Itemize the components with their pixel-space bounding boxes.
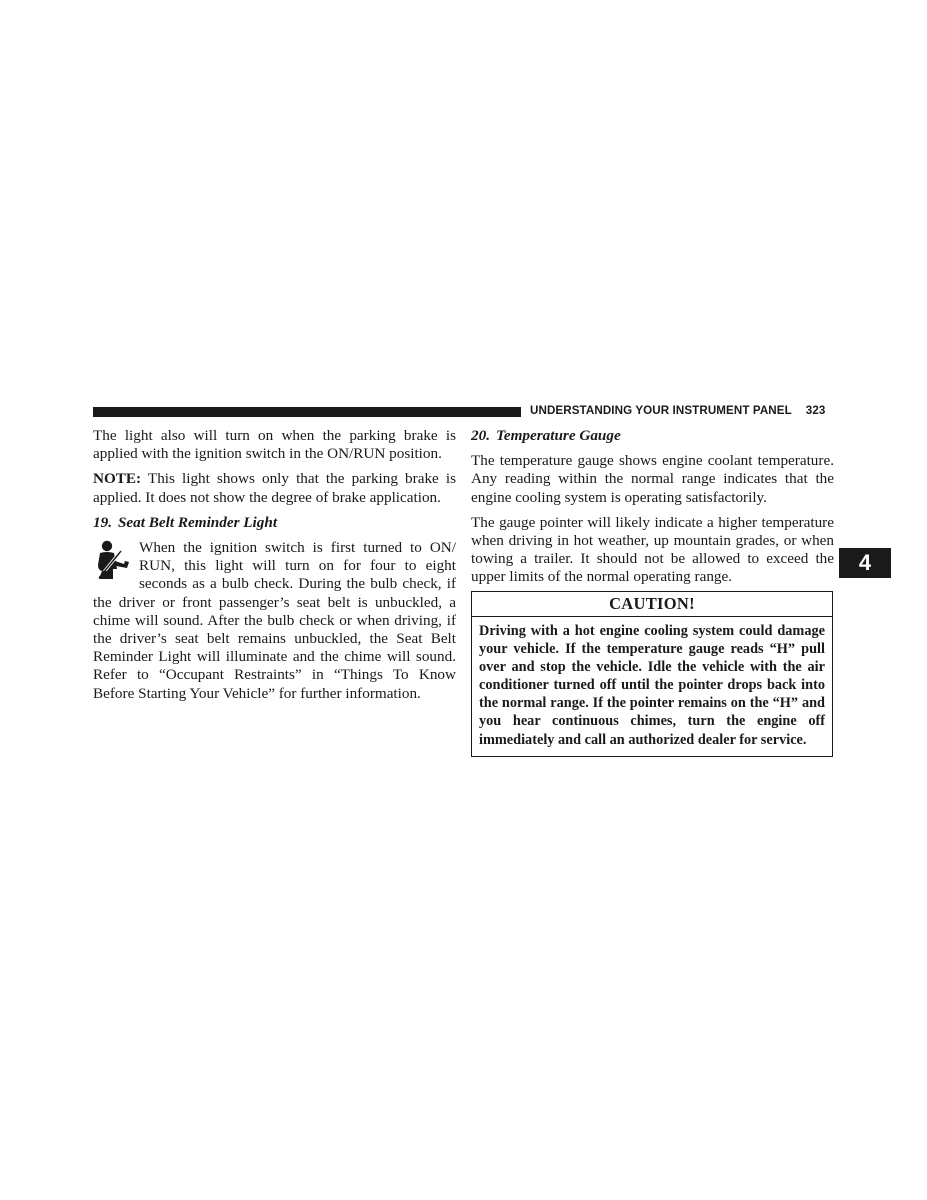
heading-text: Seat Belt Reminder Light (117, 513, 278, 531)
seat-belt-icon (93, 539, 133, 581)
seat-belt-heading (93, 514, 456, 532)
right-column (471, 427, 834, 587)
temperature-gauge-heading (471, 427, 834, 445)
temperature-paragraph-1: The temperature gauge shows engine coolant temperature. Any reading within the normal range indicates that the engine cooling system is operating satisfactorily. (471, 452, 834, 506)
seat-belt-paragraph: When the ignition switch is first turned to ON/ RUN, this light will turn on for four to eight seconds as a bulb check. During the bulb check, if the driver or front passenger’s seat belt is unbuckled, a chime will sound. After the bulb check or when driving, if the driver’s seat belt remains unbuckled, the Seat Belt Reminder Light will illuminate and the chime will sound. Refer to “Occupant Restraints” in “Things To Know Before Starting Your Vehicle” for further information. (93, 539, 456, 702)
left-column (93, 427, 456, 703)
heading-number: 20. (471, 427, 490, 444)
heading-text: Temperature Gauge (495, 427, 621, 444)
caution-box (471, 591, 833, 757)
caution-text: Driving with a hot engine cooling system could damage your vehicle. If the temperature gauge reads “H” pull over and stop the vehicle. Idle the vehicle with the air conditioner turned off until the pointer drops back into the normal range. If the pointer remains on the “H” and you hear continuous chimes, turn the engine off immediately and call an authorized dealer for service. (479, 623, 825, 748)
note-text: This light shows only that the parking brake is applied. It does not show the degree of brake application. (93, 470, 456, 506)
heading-number: 19. (93, 513, 112, 531)
header-rule (93, 407, 521, 417)
running-header (530, 404, 835, 420)
parking-brake-paragraph: The light also will turn on when the parking brake is applied with the ignition switch in the ON/RUN position. (93, 427, 456, 463)
caution-title: CAUTION! (472, 592, 832, 617)
seat-belt-paragraph-block (93, 539, 456, 703)
note-paragraph (93, 470, 456, 506)
chapter-tab: 4 (839, 548, 891, 578)
note-label: NOTE: (93, 470, 142, 488)
section-title: UNDERSTANDING YOUR INSTRUMENT PANEL (530, 404, 792, 417)
page-number: 323 (805, 404, 826, 417)
temperature-paragraph-2: The gauge pointer will likely indicate a higher temperature when driving in hot weather, up mountain grades, or when towing a trailer. It should not be allowed to exceed the upper limits of the normal operating range. (471, 513, 834, 586)
